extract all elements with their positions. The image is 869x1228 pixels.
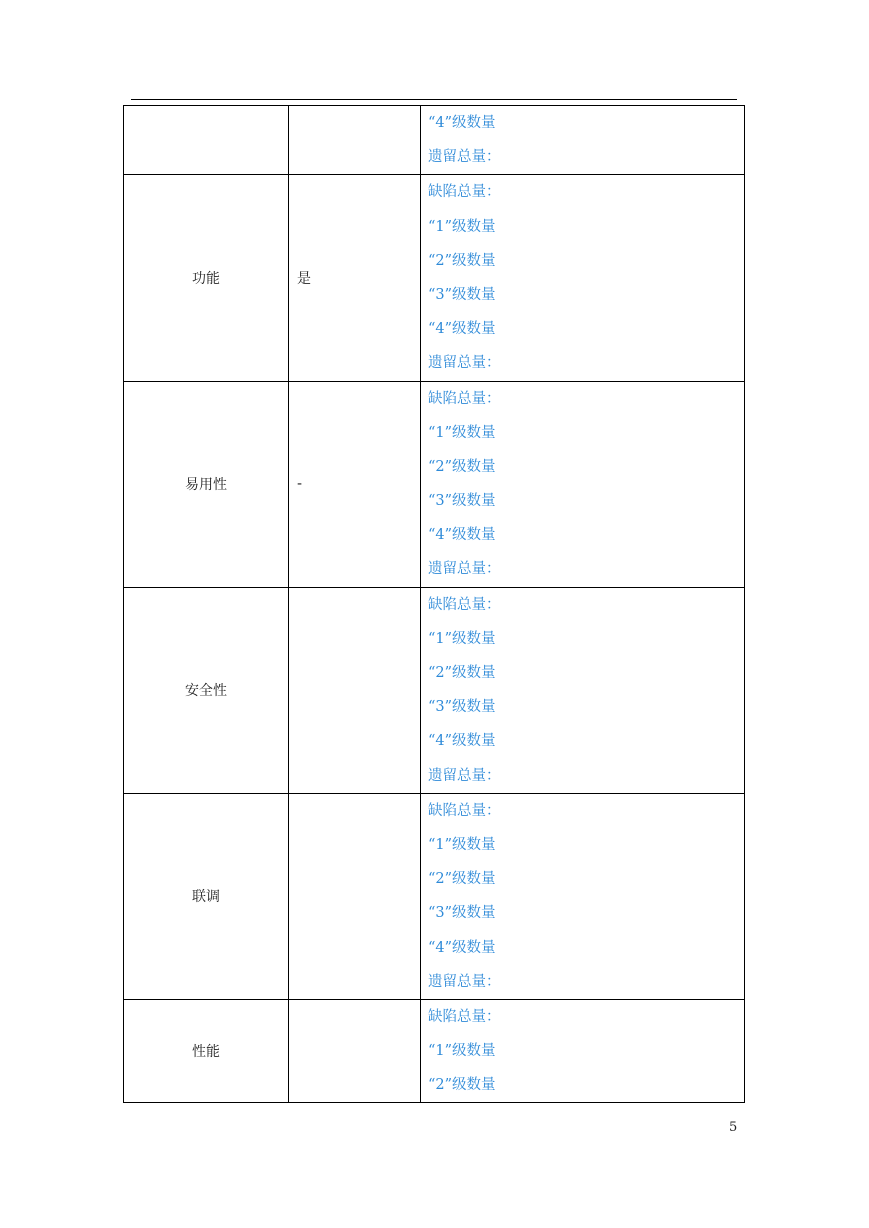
- defect-stats-cell: [421, 587, 745, 793]
- defect-summary-table: [123, 105, 745, 1103]
- table-row: [124, 587, 745, 793]
- defect-line: 缺陷总量：: [428, 1008, 501, 1025]
- defect-line: 遗留总量：: [428, 767, 501, 784]
- defect-line: “3”级数量: [428, 286, 496, 303]
- defect-line: “2”级数量: [428, 871, 496, 888]
- defect-line: “1”级数量: [428, 836, 496, 853]
- category-cell: 易用性: [124, 381, 289, 587]
- defect-line: “2”级数量: [428, 665, 496, 681]
- defect-line: 缺陷总量：: [428, 390, 501, 407]
- header-rule: [131, 99, 737, 100]
- defect-line: “2”级数量: [428, 252, 496, 269]
- defect-stats-cell: [421, 381, 745, 587]
- defect-line: “1”级数量: [428, 218, 496, 235]
- applicable-cell: [289, 999, 421, 1103]
- table-row: [124, 999, 745, 1103]
- defect-line: “3”级数量: [428, 493, 496, 510]
- defect-line: 遗留总量：: [428, 561, 501, 578]
- applicable-cell: [289, 793, 421, 999]
- table-row: [124, 106, 745, 175]
- defect-line: “4”级数量: [428, 939, 496, 956]
- defect-line: 缺陷总量：: [428, 596, 501, 613]
- defect-line: “4”级数量: [428, 321, 496, 338]
- defect-line: “4”级数量: [428, 733, 496, 750]
- category-cell: 功能: [124, 175, 289, 381]
- defect-line: “4”级数量: [428, 527, 496, 544]
- defect-line: “1”级数量: [428, 424, 496, 441]
- table-row: [124, 793, 745, 999]
- applicable-cell: [289, 106, 421, 175]
- page-number: 5: [729, 1120, 738, 1135]
- table-row: [124, 175, 745, 381]
- defect-line: 遗留总量：: [428, 973, 501, 990]
- category-cell: 联调: [124, 793, 289, 999]
- defect-line: 缺陷总量：: [428, 184, 501, 201]
- category-cell: 安全性: [124, 587, 289, 793]
- applicable-cell: 是: [289, 175, 421, 381]
- defect-line: “1”级数量: [428, 1043, 496, 1060]
- defect-line: “2”级数量: [428, 1077, 496, 1094]
- defect-stats-cell: [421, 106, 745, 175]
- category-cell: 性能: [124, 999, 289, 1103]
- category-cell: [124, 106, 289, 175]
- defect-line: 缺陷总量：: [428, 802, 501, 819]
- applicable-cell: [289, 587, 421, 793]
- defect-line: 遗留总量：: [428, 149, 501, 166]
- defect-line: “3”级数量: [428, 905, 496, 922]
- defect-stats-cell: [421, 175, 745, 381]
- applicable-cell: -: [289, 381, 421, 587]
- defect-line: “3”级数量: [428, 699, 496, 716]
- defect-stats-cell: [421, 999, 745, 1103]
- defect-line: 遗留总量：: [428, 355, 501, 372]
- table-row: [124, 381, 745, 587]
- defect-line: “1”级数量: [428, 630, 496, 647]
- defect-stats-cell: [421, 793, 745, 999]
- defect-line: “2”级数量: [428, 458, 496, 475]
- defect-line: “4”级数量: [428, 115, 496, 131]
